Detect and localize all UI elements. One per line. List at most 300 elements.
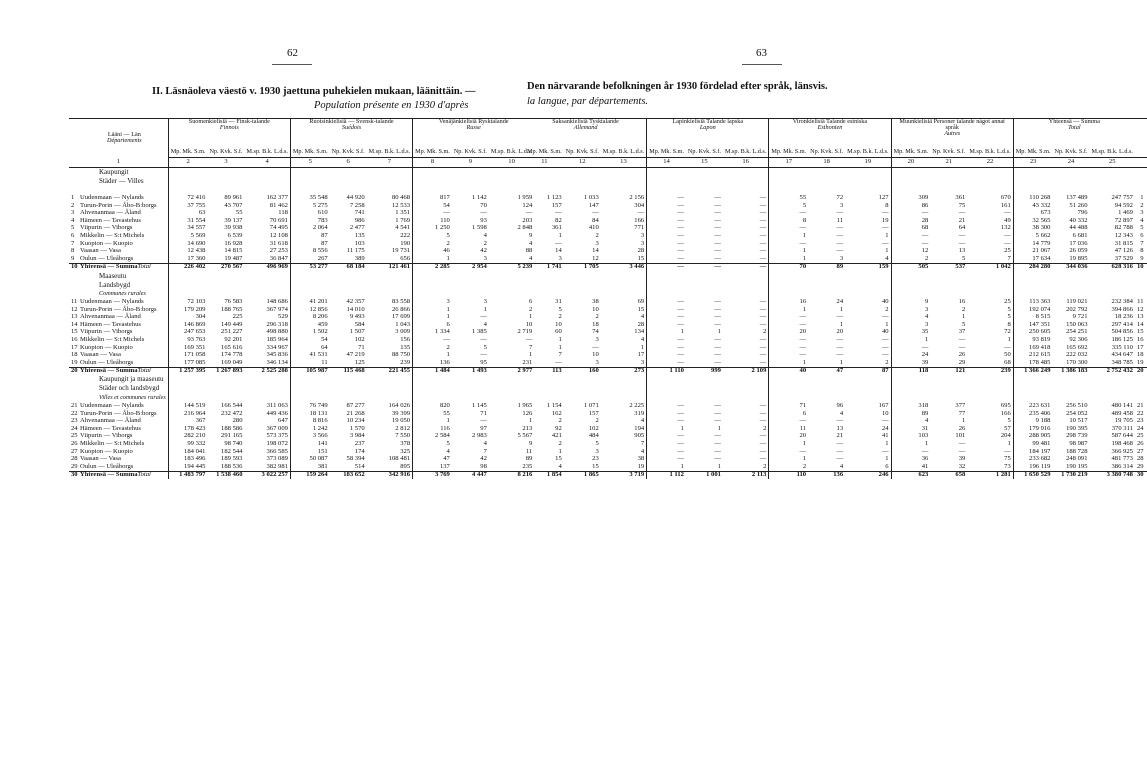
table-cell: 103 <box>354 239 365 247</box>
table-cell: 70 <box>769 263 808 271</box>
table-cell: 394 866 <box>1111 305 1133 313</box>
table-cell: 82 <box>555 216 562 224</box>
table-cell: 5 239 <box>489 263 534 271</box>
row-number: 3 <box>71 209 75 217</box>
table-cell: 25 <box>967 248 1013 256</box>
table-cell: 282 210 <box>184 432 206 440</box>
table-row <box>69 352 534 360</box>
table-cell: — <box>799 320 807 328</box>
table-cell: — <box>677 343 684 351</box>
right-subheader-cell: M.sp. B.k. L.d.s. <box>723 149 769 157</box>
section-blank-cell <box>647 384 686 393</box>
table-cell: 47 <box>808 367 845 375</box>
right-subheader-cell: Np. Kvk. S.f. <box>686 149 723 157</box>
table-cell: 162 377 <box>244 195 290 203</box>
row-number: 16 <box>1136 336 1144 343</box>
table-cell: 14 815 <box>224 247 243 255</box>
table-cell: 529 <box>244 314 290 322</box>
table-cell: 12 438 <box>187 247 206 255</box>
row-number: 3 <box>1140 209 1144 217</box>
table-cell: 366 925 <box>1111 447 1133 455</box>
table-cell: 573 375 <box>244 433 290 441</box>
table-cell: 26 866 <box>367 306 413 314</box>
row-number: 23 <box>71 417 78 425</box>
table-cell: 8 <box>967 321 1013 329</box>
table-cell: 1 741 <box>525 263 564 271</box>
table-cell: 183 652 <box>330 471 367 479</box>
table-cell: 14 779 <box>1032 239 1051 247</box>
section-blank-cell <box>769 272 808 281</box>
row-label-text: Vaasan — Vasa <box>80 247 121 255</box>
row-number: 26 <box>1136 439 1144 447</box>
table-cell: 19 895 <box>1069 254 1088 262</box>
table-cell: 132 <box>967 225 1013 233</box>
section-blank-cell <box>808 384 845 393</box>
table-cell: 87 <box>845 367 891 375</box>
section-blank-cell <box>1013 384 1052 393</box>
row-number: 18 <box>1136 351 1144 359</box>
table-cell: 4 541 <box>367 225 413 233</box>
table-cell: 157 <box>551 201 562 209</box>
section-blank-row <box>525 290 1147 299</box>
table-cell: — <box>958 336 966 343</box>
row-label-text: Uudenmaan — Nylands <box>80 194 144 202</box>
section-blank-cell <box>1135 177 1147 186</box>
table-row <box>525 344 1147 352</box>
table-cell: 1 <box>680 424 684 432</box>
row-label-text: Viipurin — Viborgs <box>80 328 133 336</box>
row-label-text: Hämeen — Tavastehus <box>80 424 141 432</box>
section-title-row <box>69 167 534 177</box>
table-cell: 6 681 <box>1072 232 1088 240</box>
table-cell: 7 <box>483 447 487 455</box>
table-cell: 31 554 <box>187 216 206 224</box>
left-title: II. Läsnäoleva väestö v. 1930 jaettuna puhekielen mukaan, läänittäin. — <box>152 86 476 97</box>
row-number: 7 <box>71 239 75 247</box>
left-subtitle: Population présente en 1930 d'après <box>314 100 469 111</box>
table-cell: 144 519 <box>184 401 206 409</box>
section-title: Communes rurales <box>69 290 168 299</box>
table-cell: 185 964 <box>244 337 290 345</box>
right-column-number: 13 <box>601 157 647 167</box>
table-cell: — <box>723 248 769 256</box>
row-label-text: Viipurin — Viborgs <box>80 224 133 232</box>
table-cell: 13 <box>836 424 844 432</box>
section-blank-cell <box>808 281 845 290</box>
row-number: 15 <box>71 328 78 336</box>
table-cell: — <box>677 409 684 417</box>
table-cell: 41 201 <box>309 298 328 306</box>
table-cell: — <box>836 343 844 351</box>
table-cell: 216 964 <box>184 409 206 417</box>
table-cell: — <box>723 306 769 314</box>
table-cell: 5 <box>558 305 562 313</box>
table-cell: 5 <box>446 232 450 240</box>
left-subheader-cell: Np. Kvk. S.f. <box>207 149 244 157</box>
row-number: 27 <box>1136 447 1144 455</box>
table-cell: 1 730 219 <box>1052 471 1089 479</box>
table-cell: 3 984 <box>349 432 365 440</box>
table-cell: 7 <box>967 255 1013 263</box>
right-subheader-cell: Mp. Mk. S.m. <box>1013 149 1052 157</box>
table-cell: 2 <box>802 462 807 470</box>
table-cell: 115 468 <box>330 367 367 375</box>
left-subheader-cell: M.sp. B.k. L.d.s. <box>367 149 413 157</box>
table-cell: — <box>714 417 721 425</box>
section-title: Städer och landsbygd <box>69 384 168 393</box>
table-cell: — <box>677 313 684 321</box>
table-cell: — <box>714 432 721 440</box>
table-cell: 64 <box>958 224 966 232</box>
table-cell: 10 <box>592 305 599 313</box>
table-cell: 29 <box>958 358 966 366</box>
section-blank-cell <box>930 177 967 186</box>
table-cell: 135 <box>367 344 413 352</box>
table-row <box>525 471 1147 479</box>
table-cell: 202 792 <box>1066 305 1088 313</box>
table-cell: 1 043 <box>367 321 413 329</box>
right-subheader-cell: Np. Kvk. S.f. <box>1052 149 1089 157</box>
section-blank-cell <box>367 281 413 290</box>
table-cell: 2 977 <box>489 367 534 375</box>
section-title-row <box>69 281 534 290</box>
table-row <box>525 329 1147 337</box>
table-cell: 247 757 <box>1111 194 1133 202</box>
section-blank-cell <box>967 384 1013 393</box>
table-cell: 166 <box>967 410 1013 418</box>
table-cell: 2 <box>723 463 769 471</box>
table-cell: 44 488 <box>1069 224 1088 232</box>
table-cell: 5 <box>962 320 966 328</box>
table-cell: 233 682 <box>1029 455 1051 463</box>
table-cell: 14 010 <box>346 305 365 313</box>
table-cell: 23 <box>592 455 599 463</box>
row-number: 10 <box>71 263 78 271</box>
table-cell: 2 <box>595 417 599 425</box>
table-cell: 673 <box>1040 209 1051 217</box>
table-cell: 3 719 <box>601 471 647 479</box>
section-blank-cell <box>168 375 207 384</box>
table-cell: 212 615 <box>1029 351 1051 359</box>
table-cell: 250 605 <box>1029 328 1051 336</box>
table-cell: 184 197 <box>1029 447 1051 455</box>
section-blank-row <box>525 177 1147 186</box>
right-subheader-cell: Mp. Mk. S.m. <box>525 149 564 157</box>
table-cell: 39 399 <box>367 410 413 418</box>
table-cell: — <box>723 217 769 225</box>
table-cell: 190 395 <box>1066 424 1088 432</box>
table-cell: — <box>723 240 769 248</box>
table-cell: 1 <box>601 344 647 352</box>
table-cell: 26 <box>958 351 966 359</box>
table-cell: — <box>714 194 721 202</box>
table-row <box>525 418 1147 426</box>
table-cell: 121 461 <box>367 263 413 271</box>
table-cell: 1 123 <box>546 194 562 202</box>
table-cell: 25 <box>967 299 1013 307</box>
right-column-number-row <box>525 157 1147 167</box>
right-column-number: 22 <box>967 157 1013 167</box>
table-cell: — <box>921 232 929 240</box>
table-cell: — <box>845 210 891 218</box>
section-blank-cell <box>769 281 808 290</box>
row-label-text: Turun-Porin — Åbo-B:borgs <box>80 305 157 313</box>
table-cell: 19 487 <box>224 254 243 262</box>
row-number: 12 <box>71 305 78 313</box>
section-blank-cell <box>207 167 244 177</box>
table-cell: 147 351 <box>1029 320 1051 328</box>
table-row <box>525 299 1147 307</box>
header-rule-right <box>742 64 782 65</box>
table-cell: 1 142 <box>472 194 487 202</box>
table-cell: 2 <box>595 313 599 321</box>
table-cell: 170 300 <box>1066 358 1088 366</box>
table-cell: 188 728 <box>1066 447 1088 455</box>
section-title-row <box>69 177 534 186</box>
section-blank-cell <box>845 167 891 177</box>
table-cell: — <box>921 239 929 247</box>
table-cell: 3 <box>925 305 929 313</box>
table-cell: 88 <box>525 247 533 255</box>
table-cell: 26 059 <box>1069 247 1088 255</box>
table-cell: 72 897 <box>1114 216 1133 224</box>
table-row <box>69 240 534 248</box>
section-blank-cell <box>891 167 930 177</box>
left-subheader-cell: Np. Kvk. S.f. <box>330 149 367 157</box>
section-blank-cell <box>207 177 244 186</box>
section-blank-cell <box>1052 384 1089 393</box>
table-cell: 370 311 <box>1111 424 1133 432</box>
table-cell: 1 386 183 <box>1052 367 1089 375</box>
table-cell: — <box>958 209 966 217</box>
table-cell: 119 021 <box>1066 298 1088 306</box>
right-column-number: 25 <box>1090 157 1135 167</box>
table-cell: 71 <box>480 409 487 417</box>
section-blank-cell <box>686 167 723 177</box>
table-cell: 344 036 <box>1052 263 1089 271</box>
table-cell: — <box>480 313 487 321</box>
table-cell: 42 <box>480 247 487 255</box>
table-cell: 6 <box>845 463 891 471</box>
table-cell: 72 103 <box>187 298 206 306</box>
table-cell: — <box>677 417 684 425</box>
row-number: 7 <box>1140 239 1144 247</box>
left-column-number: 3 <box>207 157 244 167</box>
table-cell: 186 125 <box>1111 336 1133 343</box>
table-cell: 18 <box>592 320 599 328</box>
table-cell: 373 089 <box>244 456 290 464</box>
table-cell: 19 731 <box>367 248 413 256</box>
table-cell: 221 455 <box>367 367 413 375</box>
table-cell: 367 009 <box>244 425 290 433</box>
table-cell: 49 <box>967 217 1013 225</box>
table-cell: — <box>723 433 769 441</box>
right-column-number: 23 <box>1013 157 1052 167</box>
table-cell: — <box>836 351 844 359</box>
table-cell: 54 <box>321 336 328 343</box>
table-cell: — <box>799 239 807 247</box>
section-blank-cell <box>207 384 244 393</box>
table-cell: — <box>723 359 769 367</box>
right-column-number: 14 <box>647 157 686 167</box>
table-cell: — <box>686 263 723 271</box>
table-cell: 95 <box>480 358 487 366</box>
table-cell: 2 <box>925 254 929 262</box>
table-cell: 2 109 <box>723 367 769 375</box>
table-cell: 35 548 <box>309 194 328 202</box>
table-cell: 20 <box>836 328 844 336</box>
table-cell: 68 <box>967 359 1013 367</box>
table-cell: 99 332 <box>187 439 206 447</box>
table-cell: 174 <box>354 447 365 455</box>
section-title-row <box>69 384 534 393</box>
table-cell: 222 <box>367 233 413 241</box>
table-cell: 284 280 <box>1013 263 1052 271</box>
table-cell: 5 <box>595 439 599 447</box>
table-cell: 192 074 <box>1029 305 1051 313</box>
table-cell: 1 484 <box>413 367 452 375</box>
table-cell: 125 <box>354 358 365 366</box>
table-cell: 2 <box>723 425 769 433</box>
table-cell: 108 481 <box>367 456 413 464</box>
table-cell: — <box>723 402 769 410</box>
section-blank-cell <box>1090 167 1135 177</box>
table-cell: 98 <box>480 462 487 470</box>
table-cell: 223 631 <box>1029 401 1051 409</box>
table-cell: 174 778 <box>221 351 243 359</box>
table-cell: — <box>799 343 807 351</box>
section-blank-cell <box>601 375 647 384</box>
table-cell: 4 <box>839 409 844 417</box>
table-cell: 2 <box>446 239 450 247</box>
table-cell: 203 <box>522 216 533 224</box>
table-cell: 10 <box>525 320 533 328</box>
section-blank-cell <box>601 281 647 290</box>
table-row <box>525 263 1147 271</box>
table-cell: 178 423 <box>184 424 206 432</box>
section-blank-cell <box>647 167 686 177</box>
table-cell: — <box>723 352 769 360</box>
right-header-group-row <box>525 119 1147 150</box>
table-cell: 5 <box>967 306 1013 314</box>
table-cell: 2 <box>483 239 487 247</box>
section-blank-row <box>525 393 1147 402</box>
section-blank-cell <box>1135 384 1147 393</box>
table-row <box>525 359 1147 367</box>
table-cell: 17 360 <box>187 254 206 262</box>
table-cell: 4 <box>529 239 533 247</box>
row-label-text: Hämeen — Tavastehus <box>80 320 141 328</box>
section-title: Maaseutu <box>69 272 168 281</box>
left-subheader-cell: M.sp. B.k. L.d.s. <box>244 149 290 157</box>
section-blank-row <box>525 272 1147 281</box>
table-cell: — <box>836 239 844 247</box>
left-column-number-row <box>69 157 534 167</box>
right-column-number: 15 <box>686 157 723 167</box>
table-cell: 1 <box>529 417 533 425</box>
table-cell: 5 662 <box>1035 232 1051 240</box>
table-cell: — <box>723 337 769 345</box>
table-cell: 31 <box>921 424 929 432</box>
table-cell: 12 533 <box>367 202 413 210</box>
table-cell: 70 <box>480 201 487 209</box>
section-blank-cell <box>1013 177 1052 186</box>
table-cell: 55 <box>235 209 243 217</box>
table-row <box>69 344 534 352</box>
section-blank-cell <box>601 167 647 177</box>
section-title: Kaupungit ja maaseutu <box>69 375 168 384</box>
table-cell: 256 510 <box>1066 401 1088 409</box>
table-cell: 239 <box>367 359 413 367</box>
table-row <box>69 248 534 256</box>
table-row <box>69 425 534 433</box>
table-cell: — <box>592 209 599 217</box>
section-blank-cell <box>525 177 564 186</box>
table-cell: 51 260 <box>1069 201 1088 209</box>
table-cell: 194 445 <box>184 462 206 470</box>
table-cell: 4 <box>601 314 647 322</box>
table-cell: 1 <box>845 440 891 448</box>
table-cell: 1 <box>717 462 721 470</box>
table-cell: 1 351 <box>367 210 413 218</box>
table-cell: 1 <box>680 328 684 336</box>
table-cell: 3 769 <box>413 471 452 479</box>
section-blank-cell <box>930 281 967 290</box>
table-cell: — <box>836 232 844 240</box>
table-row <box>525 210 1147 218</box>
table-cell: 32 565 <box>1032 216 1051 224</box>
section-blank-cell <box>891 272 930 281</box>
section-blank-cell <box>1090 177 1135 186</box>
table-cell: 159 <box>845 263 891 271</box>
table-cell: 37 <box>958 328 966 336</box>
table-row <box>525 195 1147 203</box>
section-blank-row <box>525 281 1147 290</box>
table-cell: 15 <box>592 462 599 470</box>
section-blank-cell <box>1090 281 1135 290</box>
table-cell: — <box>836 224 844 232</box>
table-cell: 146 869 <box>184 320 206 328</box>
table-cell: 361 <box>955 194 966 202</box>
table-cell: 126 <box>522 409 533 417</box>
table-cell: 304 <box>601 202 647 210</box>
table-cell: 101 <box>955 432 966 440</box>
right-group-et: Vironkielisiä Talande estniska Esthonien <box>769 119 891 150</box>
section-blank-cell <box>207 281 244 290</box>
table-cell: 9 <box>529 232 533 240</box>
table-cell: 17 036 <box>1069 239 1088 247</box>
section-blank-cell <box>452 384 489 393</box>
table-cell: 647 <box>244 418 290 426</box>
table-cell: 19 705 <box>1114 417 1133 425</box>
table-cell: 58 394 <box>346 455 365 463</box>
table-cell: 584 <box>354 320 365 328</box>
table-cell: 695 <box>967 402 1013 410</box>
table-cell: 514 <box>354 462 365 470</box>
table-cell: 165 692 <box>1066 343 1088 351</box>
table-cell: 367 <box>195 417 206 425</box>
table-cell: 3 <box>601 233 647 241</box>
section-blank-cell <box>564 177 601 186</box>
right-column-number: 18 <box>808 157 845 167</box>
table-cell: 2 812 <box>367 425 413 433</box>
table-row <box>69 321 534 329</box>
table-cell: 9 721 <box>1072 313 1088 321</box>
section-blank-cell <box>452 167 489 177</box>
table-cell: 1 <box>802 439 807 447</box>
table-cell: 72 <box>836 194 844 202</box>
left-col1-header: Lääni — Län Départements <box>69 119 168 158</box>
